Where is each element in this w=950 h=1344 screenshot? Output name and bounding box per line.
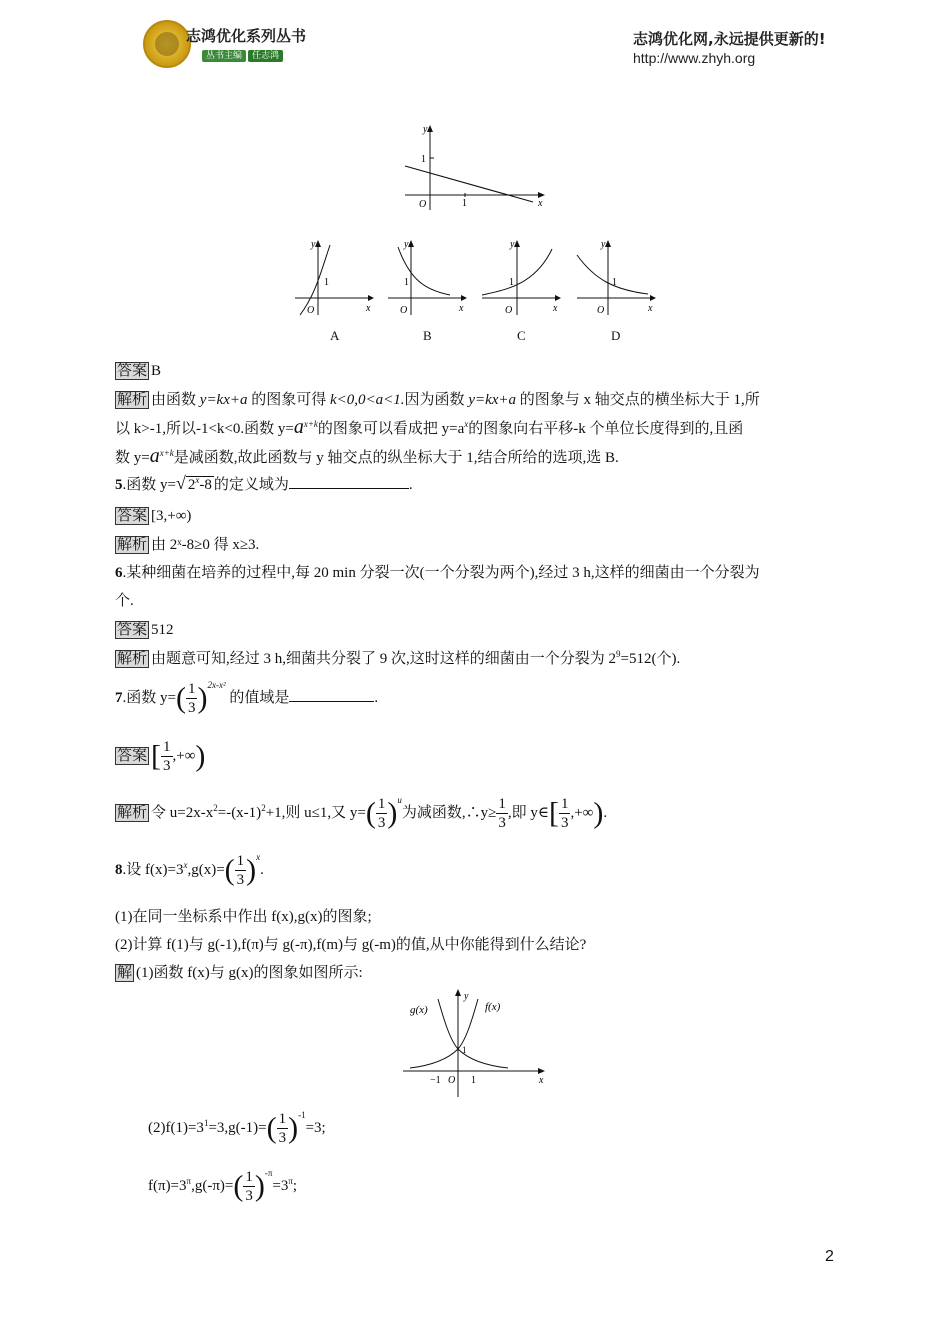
svg-text:O: O xyxy=(448,1075,456,1086)
header-slogan: 志鸿优化网,永远提供更新的! xyxy=(633,30,826,48)
svg-text:1: 1 xyxy=(471,1075,476,1086)
svg-text:1: 1 xyxy=(462,1045,467,1055)
q4-analysis-line1: 解析 由函数 y=kx+a 的图象可得 k<0,0<a<1.因为函数 y=kx+a 的图象与 x 轴交点的横坐标大于 1,所 xyxy=(117,392,760,408)
svg-text:y: y xyxy=(464,991,469,1002)
q8-part1: (1)在同一坐标系中作出 f(x),g(x)的图象; xyxy=(115,909,372,925)
q4-analysis-line3: 数 $y=a^{x+k}$是减函数,故此函数与 y 轴交点的纵坐标大于 1,结合所给的选项,选 B. xyxy=(115,445,619,467)
option-b-label: B xyxy=(423,328,432,343)
q7-analysis-line: 解析 令 $u=2x-x^2=-(x-1)^2+1$,则 u≤1,又 y=( $\frac{1}{3}$ )$^u$为减函数,∴y≥ $\frac{1}{3}$ ,即 y∈[ $\frac{1}{3}$ ,+∞). xyxy=(117,795,608,832)
svg-text:1: 1 xyxy=(404,277,409,288)
svg-text:y: y xyxy=(404,239,409,250)
g-label: g(x) xyxy=(410,1004,428,1016)
editor-credit xyxy=(202,48,283,61)
q8-calc1: $(2)f(1)=3^1=3,g(-1)=$( $\frac{1}{3}$ )$^{-1}$=3; xyxy=(148,1110,326,1147)
svg-text:O: O xyxy=(400,305,408,316)
svg-text:x: x xyxy=(459,303,464,314)
svg-text:x: x xyxy=(648,303,653,314)
q7-stem: 7.函数 y=( $\frac{1}{3}$ )$^{2x-x^2}$ 的值域是 . xyxy=(115,680,379,717)
answer-tag: 答案 xyxy=(117,363,148,379)
svg-text:x: x xyxy=(538,198,543,209)
q5-number: 5 xyxy=(115,477,123,493)
svg-text:1: 1 xyxy=(421,154,426,165)
svg-text:y: y xyxy=(601,239,606,250)
svg-text:O: O xyxy=(419,199,427,210)
option-b-graph xyxy=(388,239,467,316)
q5-stem: 5.函数 y=√ 2$^x$-8 的定义域为 . xyxy=(115,473,413,493)
q8-stem: 8.设 $f(x)=3^x,g(x)=$( $\frac{1}{3}$ )$^x$. xyxy=(115,852,264,889)
option-a-graph xyxy=(295,239,374,316)
page-number: 2 xyxy=(825,1248,834,1265)
option-c-graph xyxy=(482,239,561,316)
svg-text:x: x xyxy=(553,303,558,314)
series-title: 志鸿优化系列丛书 xyxy=(186,27,307,45)
q4-answer-line xyxy=(115,360,835,382)
header-url[interactable]: http://www.zhyh.org xyxy=(633,50,756,66)
q7-answer-line: 答案 [ $\frac{1}{3}$ ,+∞) xyxy=(117,739,206,775)
solution-tag: 解 xyxy=(117,965,133,981)
q5-analysis-line: 解析 由 2ˣ-8≥0 得 x≥3. xyxy=(117,537,260,553)
q4-analysis-line2: 以 k>-1,所以-1<k<0.函数 $y=a^{x+k}$的图象可以看成把 $y=a^x$的图象向右平移-k 个单位长度得到的,且函 xyxy=(115,416,744,438)
q5-answer: [3,+∞) xyxy=(151,508,192,524)
q4-line-graph xyxy=(395,120,555,215)
q6-stem-line1: 6.某种细菌在培养的过程中,每 20 min 分裂一次(一个分裂为两个),经过 3 h,这样的细菌由一个分裂为 xyxy=(115,565,760,581)
option-a-label: A xyxy=(330,328,340,343)
q8-solution-line1: 解 (1)函数 f(x)与 g(x)的图象如图所示: xyxy=(117,965,363,981)
svg-text:O: O xyxy=(307,305,315,316)
svg-text:y: y xyxy=(510,239,515,250)
svg-text:−1: −1 xyxy=(430,1075,441,1086)
svg-text:1: 1 xyxy=(509,277,514,288)
q6-analysis-line: 解析 由题意可知,经过 3 h,细菌共分裂了 9 次,这时这样的细菌由一个分裂为 $2^9=512$(个). xyxy=(117,649,681,667)
svg-text:O: O xyxy=(505,305,513,316)
f-label: f(x) xyxy=(485,1001,501,1013)
svg-text:1: 1 xyxy=(462,198,467,209)
q8-exponential-graph xyxy=(400,985,555,1100)
option-c-label: C xyxy=(517,328,526,343)
q8-part2: (2)计算 f(1)与 g(-1),f(π)与 g(-π),f(m)与 g(-m)的值,从中你能得到什么结论? xyxy=(115,937,587,953)
svg-text:y: y xyxy=(423,124,428,135)
q4-answer: B xyxy=(151,363,162,379)
svg-text:1: 1 xyxy=(612,277,617,288)
svg-text:1: 1 xyxy=(324,277,329,288)
q6-stem-line2: 个. xyxy=(115,593,134,609)
logo xyxy=(143,20,191,68)
q8-calc2: $f(\pi)=3^\pi,g(-\pi)=$( $\frac{1}{3}$ )$^{-\pi}=3^\pi$; xyxy=(148,1168,298,1205)
q6-answer-line: 答案 512 xyxy=(117,622,174,638)
svg-text:O: O xyxy=(597,305,605,316)
svg-text:x: x xyxy=(539,1075,544,1086)
q5-answer-line: 答案 [3,+∞) xyxy=(117,508,192,524)
editor-name: 任志鸿 xyxy=(248,50,283,62)
option-d-label: D xyxy=(611,328,621,343)
svg-text:y: y xyxy=(311,239,316,250)
editor-label: 丛书主编 xyxy=(202,50,246,62)
analysis-tag: 解析 xyxy=(117,392,148,408)
svg-text:x: x xyxy=(366,303,371,314)
option-d-graph xyxy=(577,239,656,316)
